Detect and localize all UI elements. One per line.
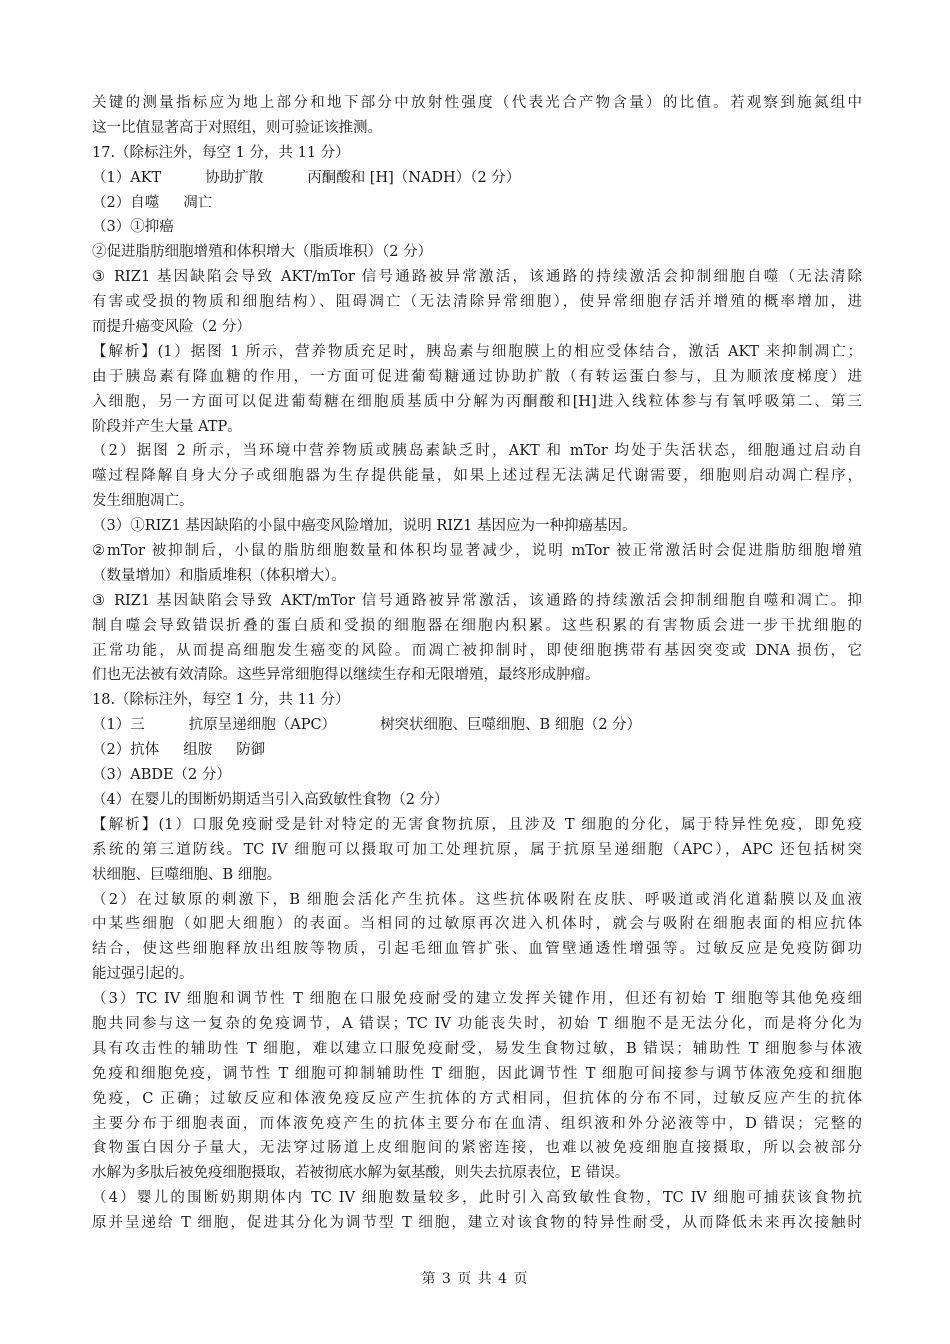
q17-analysis-3a: （3）①RIZ1 基因缺陷的小鼠中癌变风险增加，说明 RIZ1 基因应为一种抑癌基因。 bbox=[92, 518, 637, 535]
q18-analysis-4-line: 原并呈递给 T 细胞，促进其分化为调节型 T 细胞，建立对该食物的特异性耐受，从而降低未来再次接触时 bbox=[92, 1215, 862, 1232]
answer-cell: （2）自噬 bbox=[92, 194, 160, 211]
answer-cell: 抗原呈递细胞（APC） bbox=[188, 717, 337, 734]
answer-cell: 丙酮酸和 [H]（NADH）（2 分） bbox=[307, 169, 521, 186]
q18-analysis-2-line: 中某些细胞（如肥大细胞）的表面。当相同的过敏原再次进入机体时，就会与吸附在细胞表面的相应抗体 bbox=[92, 916, 862, 933]
q17-answer-3c-line: ③ RIZ1 基因缺陷会导致 AKT/mTor 信号通路被异常激活，该通路的持续激活会抑制细胞自噬（无法清除 bbox=[92, 269, 862, 286]
intro-line: 关键的测量指标应为地上部分和地下部分中放射性强度（代表光合产物含量）的比值。若观察到施氮组中 bbox=[92, 95, 862, 111]
q17-analysis-3b-line: （数量增加）和脂质堆积（体积增大）。 bbox=[92, 567, 346, 584]
q17-answer-3: （3）①抑癌 bbox=[92, 219, 174, 236]
answer-cell: （2）抗体 bbox=[92, 742, 160, 759]
answer-cell: 防御 bbox=[236, 742, 266, 759]
answer-cell: （1）AKT bbox=[92, 169, 162, 186]
q17-analysis-3c-line: ③ RIZ1 基因缺陷会导致 AKT/mTor 信号通路被异常激活，该通路的持续激活会抑制细胞自噬和凋亡。抑 bbox=[92, 592, 862, 609]
q17-analysis-3c-line: 们也无法被有效清除。这些异常细胞得以继续生存和无限增殖，最终形成肿瘤。 bbox=[92, 667, 600, 684]
q17-analysis-1-line: 阶段并产生大量 ATP。 bbox=[92, 418, 242, 435]
answer-cell: 协助扩散 bbox=[205, 169, 264, 186]
answer-cell: （1）三 bbox=[92, 717, 145, 734]
answer-cell: 组胺 bbox=[183, 742, 213, 759]
q17-answer-3b: ②促进脂肪细胞增殖和体积增大（脂质堆积）（2 分） bbox=[92, 244, 433, 261]
q18-analysis-3-line: 免疫和细胞免疫，调节性 T 细胞可抑制辅助性 T 细胞，因此调节性 T 细胞可间接参与调节体液免疫和细胞 bbox=[92, 1065, 862, 1082]
q17-answer-1 bbox=[92, 166, 862, 191]
q18-analysis-1-line: 状细胞、巨噬细胞、B 细胞。 bbox=[92, 866, 282, 883]
q17-answer-3c-line: 有害或受损的物质和细胞结构）、阻碍凋亡（无法清除异常细胞），使异常细胞存活并增殖的概率增加，进 bbox=[92, 294, 862, 311]
answer-cell: 树突状细胞、巨噬细胞、B 细胞（2 分） bbox=[380, 717, 642, 734]
q18-analysis-3-line: （3）TC IV 细胞和调节性 T 细胞在口服免疫耐受的建立发挥关键作用，但还有初始 T 细胞等其他免疫细 bbox=[92, 991, 862, 1008]
q17-analysis-3c-line: 正常功能，从而提高细胞发生癌变的风险。而凋亡被抑制时，即使细胞携带有基因突变或 DNA 损伤，它 bbox=[92, 642, 862, 659]
q17-analysis-3b-line: ②mTor 被抑制后，小鼠的脂肪细胞数量和体积均显著减少，说明 mTor 被正常激活时会促进脂肪细胞增殖 bbox=[92, 543, 862, 560]
q18-analysis-3-line: 具有攻击性的辅助性 T 细胞，难以建立口服免疫耐受，易发生食物过敏，B 错误；辅助性 T 细胞参与体液 bbox=[92, 1040, 862, 1057]
q18-analysis-1-line: 【解析】(1）口服免疫耐受是针对特定的无害食物抗原，且涉及 T 细胞的分化，属于特异性免疫，即免疫 bbox=[92, 816, 862, 833]
q18-analysis-2-line: 能过强引起的。 bbox=[92, 966, 194, 983]
q17-analysis-2-line: 发生细胞凋亡。 bbox=[92, 493, 194, 510]
q18-answer-2 bbox=[92, 738, 862, 763]
q17-analysis-1-line: 入细胞，另一方面可以促进葡萄糖在细胞质基质中分解为丙酮酸和[H]进入线粒体参与有氧呼吸第二、第三 bbox=[92, 393, 862, 410]
q18-analysis-4-line: （4）婴儿的围断奶期期体内 TC IV 细胞数量较多，此时引入高致敏性食物，TC IV 细胞可捕获该食物抗 bbox=[92, 1190, 862, 1207]
q17-answer-3c-line: 而提升癌变风险（2 分） bbox=[92, 319, 251, 336]
q18-analysis-2-line: （2）在过敏原的刺激下，B 细胞会活化产生抗体。这些抗体吸附在皮肤、呼吸道或消化道黏膜以及血液 bbox=[92, 891, 862, 908]
q17-analysis-1-line: 由于胰岛素有降血糖的作用，一方面可促进葡萄糖通过协助扩散（有转运蛋白参与，且为顺浓度梯度）进 bbox=[92, 368, 862, 385]
q17-answer-2 bbox=[92, 191, 862, 216]
q17-analysis-3c-line: 制自噬会导致错误折叠的蛋白质和受损的细胞器在细胞内积累。这些积累的有害物质会进一步干扰细胞的 bbox=[92, 617, 862, 634]
q17-analysis-2-line: （2）据图 2 所示，当环境中营养物质或胰岛素缺乏时，AKT 和 mTor 均处于失活状态，细胞通过启动自 bbox=[92, 443, 862, 460]
q18-analysis-3-line: 免疫，C 正确；过敏反应和体液免疫反应产生抗体的方式相同，但抗体的分布不同，过敏反应产生的抗体 bbox=[92, 1090, 862, 1107]
q18-analysis-2-line: 结合，使这些细胞释放出组胺等物质，引起毛细血管扩张、血管壁通透性增强等。过敏反应是免疫防御功 bbox=[92, 941, 862, 958]
q18-answer-4: （4）在婴儿的围断奶期适当引入高致敏性食物（2 分） bbox=[92, 791, 449, 808]
q18-analysis-1-line: 系统的第三道防线。TC IV 细胞可以摄取可加工处理抗原，属于抗原呈递细胞（APC），APC 还包括树突 bbox=[92, 841, 862, 858]
page-content bbox=[92, 91, 862, 1236]
q17-header: 17.（除标注外，每空 1 分，共 11 分） bbox=[92, 144, 350, 161]
q17-analysis-1-line: 【解析】(1）据图 1 所示，营养物质充足时，胰岛素与细胞膜上的相应受体结合，激活 AKT 来抑制凋亡； bbox=[92, 343, 862, 360]
q18-answer-3: （3）ABDE（2 分） bbox=[92, 767, 231, 784]
q18-header: 18.（除标注外，每空 1 分，共 11 分） bbox=[92, 692, 350, 709]
q17-analysis-2-line: 噬过程降解自身大分子或细胞器为生存提供能量，如果上述过程无法满足代谢需要，细胞则启动凋亡程序， bbox=[92, 468, 862, 485]
q18-analysis-3-line: 主要分布于细胞表面，而体液免疫产生的抗体主要分布在血清、组织液和外分泌液等中，D 错误；完整的 bbox=[92, 1115, 862, 1132]
q18-analysis-3-line: 食物蛋白因分子量大，无法穿过肠道上皮细胞间的紧密连接，也难以被免疫细胞直接摄取，所以会被部分 bbox=[92, 1140, 862, 1157]
q18-analysis-3-line: 胞共同参与这一复杂的免疫调节，A 错误；TC IV 功能丧失时，初始 T 细胞不是无法分化，而是将分化为 bbox=[92, 1015, 862, 1032]
answer-cell: 凋亡 bbox=[183, 194, 213, 211]
intro-line: 这一比值显著高于对照组，则可验证该推测。 bbox=[92, 119, 382, 136]
q18-analysis-3-line: 水解为多肽后被免疫细胞摄取，若被彻底水解为氨基酸，则失去抗原表位，E 错误。 bbox=[92, 1165, 630, 1182]
q18-answer-1 bbox=[92, 713, 862, 738]
page-footer: 第 3 页 共 4 页 bbox=[421, 1271, 529, 1287]
